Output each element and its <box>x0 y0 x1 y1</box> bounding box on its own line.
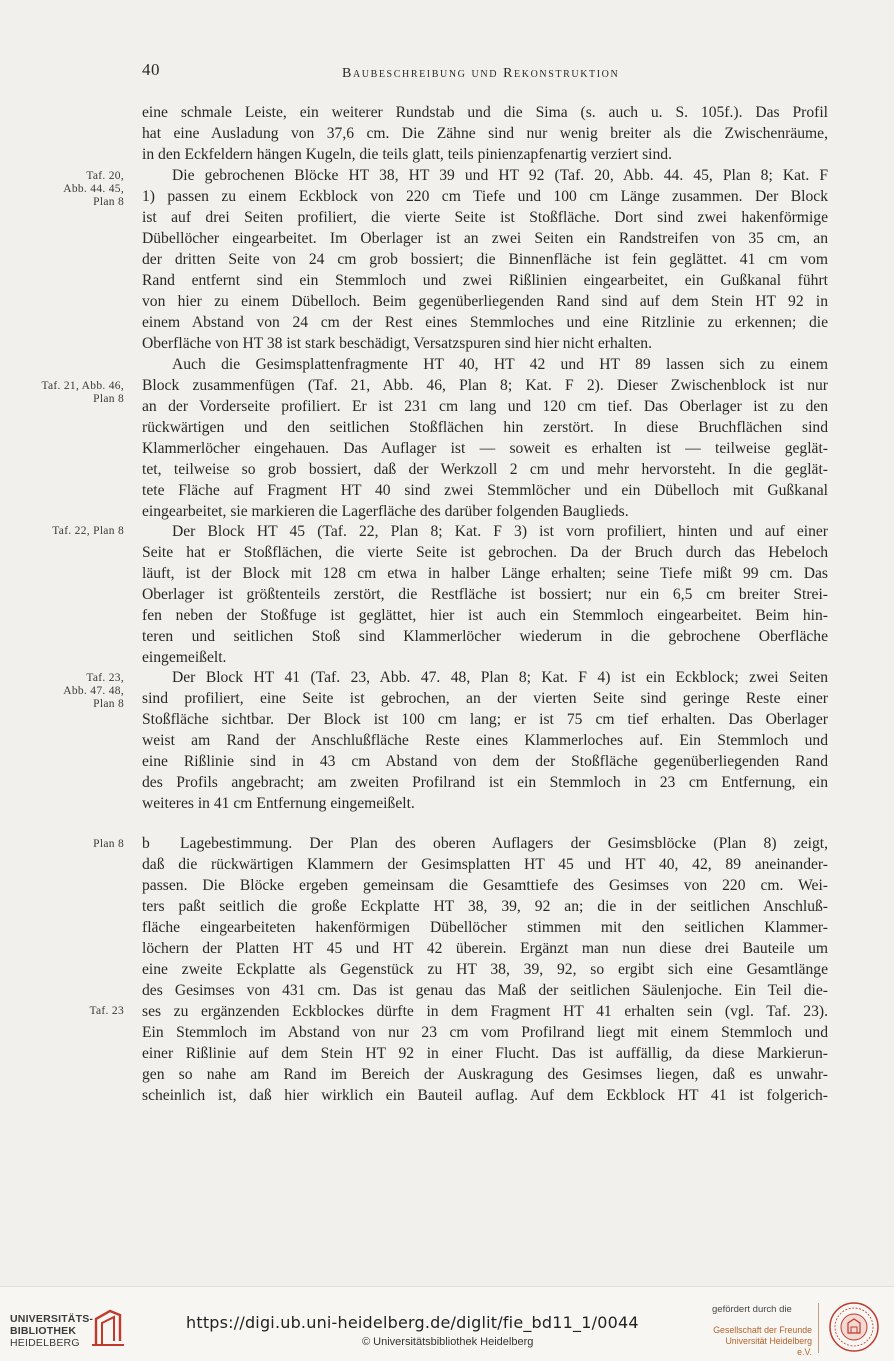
text-line: eingemeißelt. <box>142 649 227 666</box>
margin-note-line: Taf. 20, <box>86 170 124 182</box>
text-line: sind profiliert, eine Seite ist gebrochen, an der vierten Seite sind geringe Reste einer <box>142 690 828 707</box>
text-line: ters paßt seitlich die große Eckplatte HT 38, 39, 92 an; die in der seitlichen Anschluß- <box>142 898 828 915</box>
footer-divider <box>818 1303 819 1353</box>
text-line: fläche eingearbeiteten hakenförmigen Dübellöcher stimmen mit den seitlichen Klammer- <box>142 919 828 936</box>
text-line: weiteres in 41 cm Entfernung eingemeißelt. <box>142 795 415 812</box>
copyright-notice: © Universitätsbibliothek Heidelberg <box>362 1336 534 1348</box>
text-line: teren und seitlichen Stoß sind Klammerlöcher wiederum in die gebrochene Oberfläche <box>142 628 828 645</box>
margin-note-line: Abb. 44. 45, <box>63 183 124 195</box>
text-line: einer Rißlinie auf dem Stein HT 92 in einer Flucht. Das ist auffällig, da diese Markierun- <box>142 1045 828 1062</box>
footer-bar <box>0 1286 894 1361</box>
text-line: 1) passen zu einem Eckblock von 220 cm Tiefe und 100 cm Länge zusammen. Der Block <box>142 188 828 205</box>
library-logo-icon[interactable] <box>90 1305 126 1349</box>
text-line: daß die rückwärtigen Klammern der Gesimsplatten HT 45 und HT 40, 42, 89 aneinander- <box>142 856 828 873</box>
margin-note <box>14 525 124 538</box>
text-line: Dübellöcher eingearbeitet. Im Oberlager ist an zwei Seiten ein Randstreifen von 35 cm, an <box>142 230 828 247</box>
text-line: eine schmale Leiste, ein weiterer Rundstab und die Sima (s. auch u. S. 105f.). Das Profil <box>142 104 828 121</box>
text-line: Die gebrochenen Blöcke HT 38, HT 39 und HT 92 (Taf. 20, Abb. 44. 45, Plan 8; Kat. F <box>172 167 828 184</box>
text-line: Rand entfernt sind ein Stemmloch und zwei Rißlinien eingearbeitet, ein Gußkanal führt <box>142 272 828 289</box>
paragraph-4 <box>142 521 828 668</box>
section-label: b <box>142 835 150 852</box>
text-line: in den Eckfeldern hängen Kugeln, die teils glatt, teils pinienzapfenartig verziert sind. <box>142 146 673 163</box>
library-name-line: HEIDELBERG <box>10 1337 80 1349</box>
paragraph-5 <box>142 667 828 814</box>
margin-note <box>14 672 124 711</box>
text-line <box>142 833 828 854</box>
paragraph-2 <box>142 165 828 354</box>
society-name-line: Gesellschaft der Freunde <box>713 1325 812 1335</box>
society-name[interactable] <box>712 1325 812 1358</box>
funded-by-label: gefördert durch die <box>712 1304 792 1315</box>
text-line: läuft, ist der Block mit 128 cm etwa in halber Länge erhalten; seine Tiefe mißt 99 cm. Das <box>142 565 828 582</box>
text-line: von hier zu einem Dübelloch. Beim gegenüberliegenden Rand sind auf dem Stein HT 92 in <box>142 293 828 310</box>
text-line: der dritten Seite von 24 cm grob bossiert; die Binnenfläche ist fein geglättet. 41 cm vom <box>142 251 828 268</box>
margin-note-line: Plan 8 <box>93 196 124 208</box>
margin-note <box>14 170 124 209</box>
university-seal-icon <box>828 1301 880 1353</box>
text-line: an der Vorderseite profiliert. Er ist 231 cm lang und 120 cm tief. Das Oberlager ist zu den <box>142 398 828 415</box>
margin-note <box>14 838 124 851</box>
margin-note <box>14 1005 124 1018</box>
text-line: passen. Die Blöcke ergeben gemeinsam die Gesamttiefe des Gesimses von 220 cm. Wei- <box>142 877 828 894</box>
text-line: hat eine Ausladung von 37,6 cm. Die Zähne sind nur wenig breiter als die Zwischenräume, <box>142 125 828 142</box>
margin-note-line: Taf. 21, Abb. 46, <box>41 380 124 392</box>
text-line: des Profils angebracht; am zweiten Profilrand ist ein Stemmloch in 23 cm Entfernung, ein <box>142 774 828 791</box>
paragraph-3 <box>142 354 828 522</box>
society-name-line: Universität Heidelberg e.V. <box>725 1336 812 1357</box>
library-name-line: BIBLIOTHEK <box>10 1325 77 1337</box>
margin-note-line: Abb. 47. 48, <box>63 685 124 697</box>
text-line: rückwärtigen und den seitlichen Stoßflächen hin zerstört. In diese Bruchflächen sind <box>142 419 828 436</box>
margin-note-line: Taf. 23, <box>86 672 124 684</box>
text-line: fen neben der Stoßfuge ist geglättet, hier ist auch ein Stemmloch eingearbeitet. Beim hin- <box>142 607 828 624</box>
text-line: Stoßfläche sichtbar. Der Block ist 100 cm lang; er ist 75 cm tief erhalten. Das Oberlager <box>142 711 828 728</box>
text-line: einem Abstand von 24 cm der Rest eines Stemmloches und eine Ritzlinie zu erkennen; die <box>142 314 828 331</box>
margin-note-line: Plan 8 <box>93 393 124 405</box>
text-line: Oberlager ist größtenteils zerstört, die Restfläche ist bossiert; nur ein 6,5 cm breiter Strei- <box>142 586 828 603</box>
running-head: Baubeschreibung und Rekonstruktion <box>342 66 620 81</box>
margin-note-line: Taf. 23 <box>89 1005 124 1017</box>
text-line: eine Rißlinie sind in 43 cm Abstand von dem der Stoßfläche gegenüberliegenden Rand <box>142 753 828 770</box>
text-line: tet, teilweise so grob bossiert, daß der Werkzoll 2 cm und mehr hervorsteht. In die geglät- <box>142 461 828 478</box>
text-line: Der Block HT 41 (Taf. 23, Abb. 47. 48, Plan 8; Kat. F 4) ist ein Eckblock; zwei Seiten <box>172 669 828 686</box>
text-line: des Gesimses von 431 cm. Das ist genau das Maß der seitlichen Säulenjoche. Ein Teil die- <box>142 982 828 999</box>
text-line: eingearbeitet, sie markieren die Lagerfläche des darüber folgenden Bauglieds. <box>142 503 629 520</box>
text-line: Der Block HT 45 (Taf. 22, Plan 8; Kat. F 3) ist vorn profiliert, hinten und auf einer <box>172 523 828 540</box>
text-line: Block zusammenfügen (Taf. 21, Abb. 46, Plan 8; Kat. F 2). Dieser Zwischenblock ist nur <box>142 377 828 394</box>
text-line: Auch die Gesimsplattenfragmente HT 40, HT 42 und HT 89 lassen sich zu einem <box>172 356 828 373</box>
text-line: tete Fläche auf Fragment HT 40 sind zwei Stemmlöcher und ein Dübelloch mit Gußkanal <box>142 482 828 499</box>
text-line: scheinlich ist, daß hier wirklich ein Bauteil auflag. Auf dem Eckblock HT 41 ist folgerich- <box>142 1087 828 1104</box>
text-line: Oberfläche von HT 38 ist stark beschädigt, Versatzspuren sind hier nicht erhalten. <box>142 335 652 352</box>
text-line: ses zu ergänzenden Eckblockes dürfte in dem Fragment HT 41 erhalten sein (vgl. Taf. 23). <box>142 1003 828 1020</box>
margin-note-line: Plan 8 <box>93 838 124 850</box>
text-line: eine zweite Eckplatte als Gegenstück zu HT 38, 39, 92, so ergibt sich eine Gesamtlänge <box>142 961 828 978</box>
library-logo-text[interactable] <box>10 1313 93 1349</box>
library-name-line: UNIVERSITÄTS- <box>10 1313 94 1325</box>
section-b <box>142 833 828 1106</box>
permalink-url[interactable]: https://digi.ub.uni-heidelberg.de/diglit/fie_bd11_1/0044 <box>186 1313 639 1332</box>
text-line: löchern der Platten HT 45 und HT 42 überein. Ergänzt man nun diese drei Bauteile um <box>142 940 828 957</box>
text-line: ist auf drei Seiten profiliert, die vierte Seite ist Stoßfläche. Dort sind zwei hakenförmige <box>142 209 828 226</box>
page-number: 40 <box>142 60 160 79</box>
text-line: weist am Rand der Anschlußfläche Reste eines Klammerloches auf. Ein Stemmloch und <box>142 732 828 749</box>
margin-note-line: Taf. 22, Plan 8 <box>52 525 124 537</box>
text-line: Klammerlöcher eingehauen. Das Auflager ist — soweit es erhalten ist — teilweise geglät- <box>142 440 828 457</box>
paragraph-1 <box>142 102 828 165</box>
section-heading-text: Lagebestimmung. Der Plan des oberen Auflagers der Gesimsblöcke (Plan 8) zeigt, <box>180 835 828 852</box>
text-line: gen so nahe am Rand im Bereich der Auskragung des Gesimses liegen, daß es unwahr- <box>142 1066 828 1083</box>
margin-note <box>14 380 124 406</box>
margin-note-line: Plan 8 <box>93 698 124 710</box>
text-line: Ein Stemmloch im Abstand von nur 23 cm vom Profilrand liegt mit einem Stemmloch und <box>142 1024 828 1041</box>
text-line: Seite hat er Stoßflächen, die vierte Seite ist gebrochen. Da der Bruch durch das Hebeloch <box>142 544 828 561</box>
